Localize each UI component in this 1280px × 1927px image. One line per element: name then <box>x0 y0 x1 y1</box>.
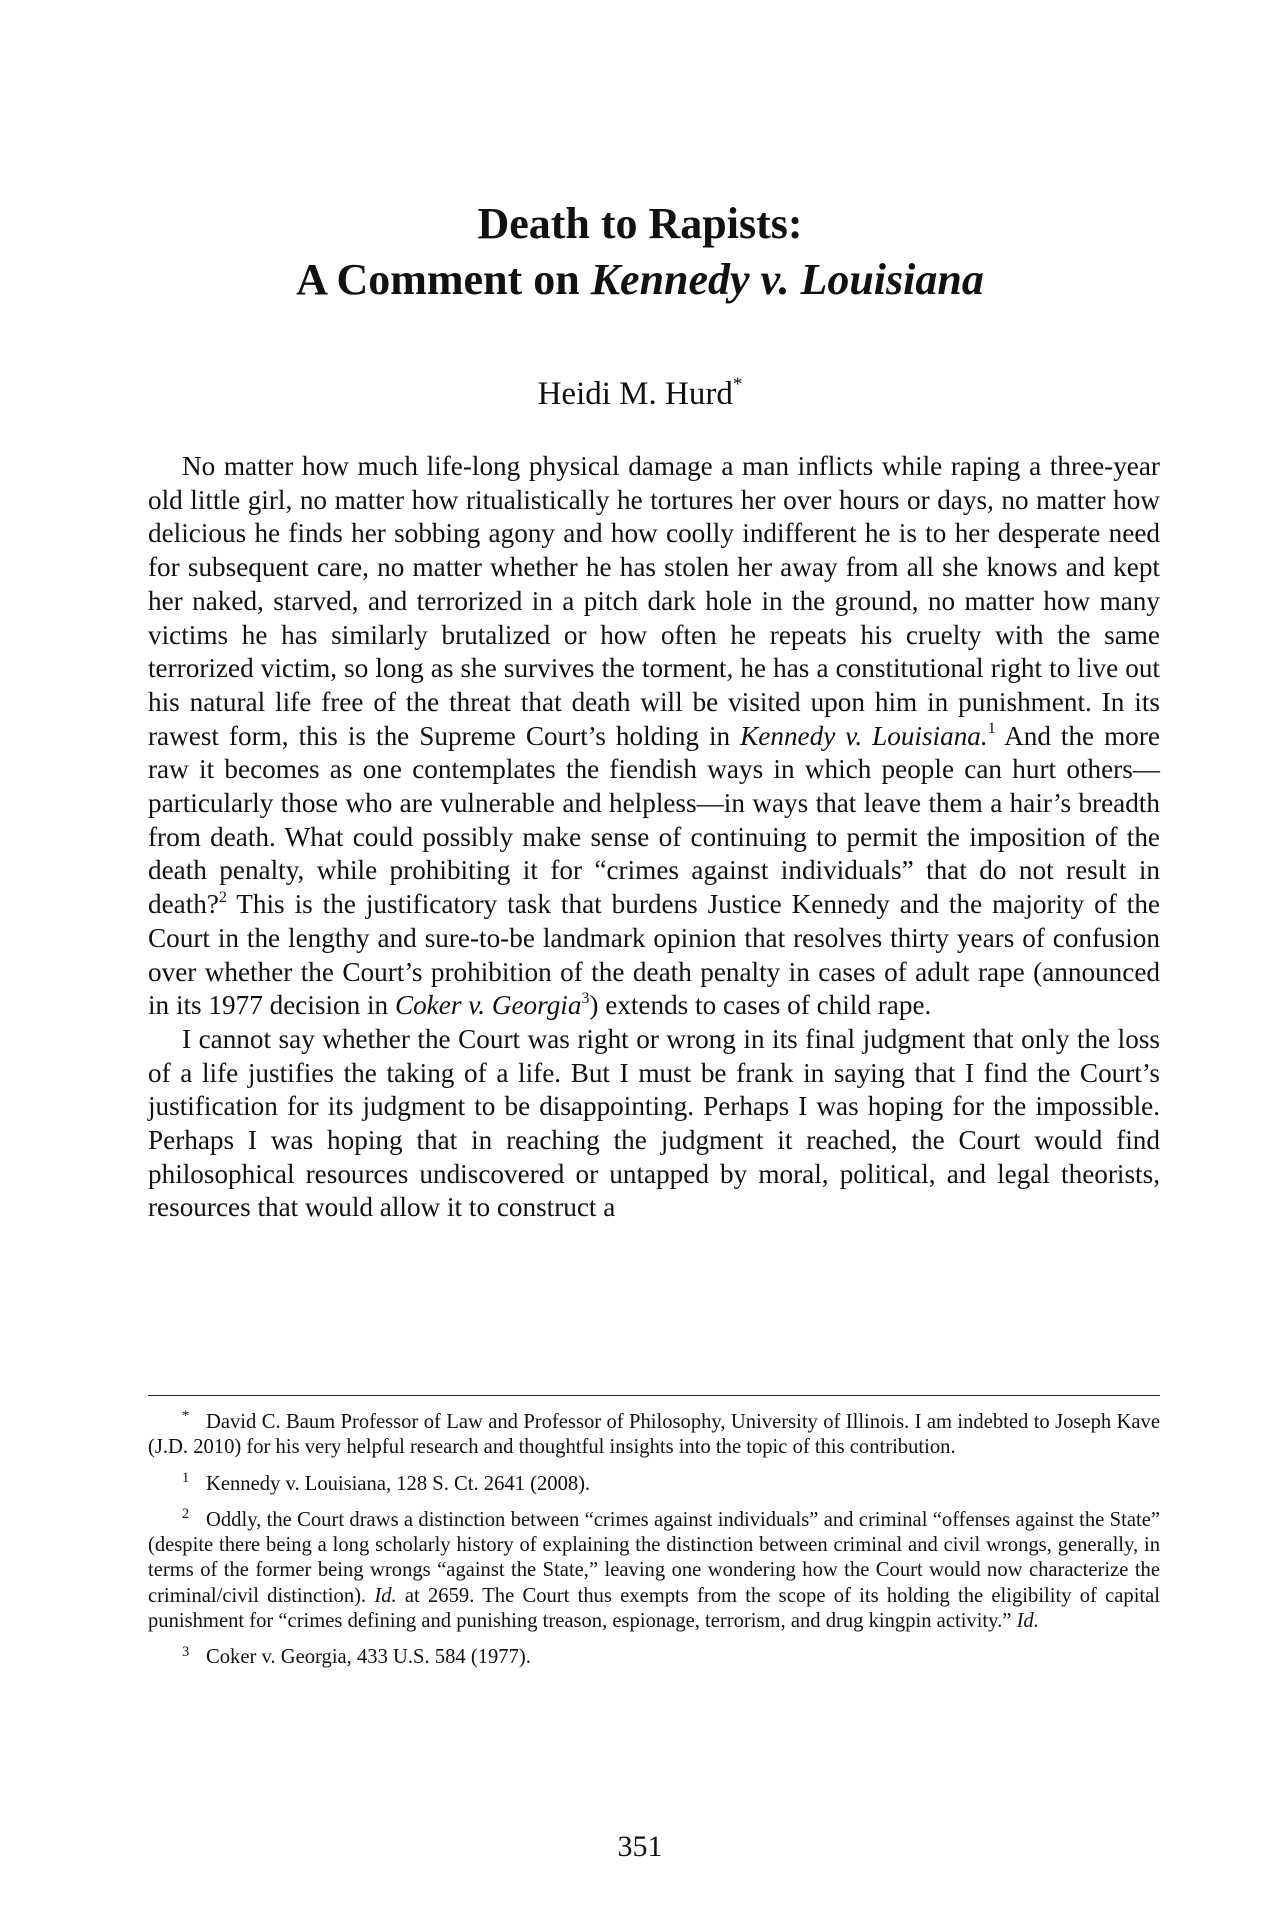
p1-text-b: And the more raw it becomes as one contemplates the fiendish ways in which people can hurt others—particularly those who are vulnerable and helpless—in ways that leave them a hair’s breadth from death. What could possibly make sense of continuing to permit the imposition of the death penalty, while prohibiting it for “crimes against individuals” that do not result in death? <box>148 720 1160 920</box>
footnote-3: 3 Coker v. Georgia, 433 U.S. 584 (1977). <box>182 1643 531 1669</box>
footnote-author-text: David C. Baum Professor of Law and Professor of Philosophy, University of Illinois. I am indebted to Joseph Kave (J.D. 2010) for his very helpful research and thoughtful insights into the topic of this contribution. <box>148 1411 1160 1459</box>
article-title <box>0 196 1280 308</box>
footnote-1-text: Kennedy v. Louisiana, 128 S. Ct. 2641 (2008). <box>206 1472 591 1495</box>
footnotes <box>148 1410 1160 1682</box>
footnote-2-text-b: at 2659. The Court thus exempts from the scope of its holding the eligibility of capital punishment for “crimes defining and punishing treason, espionage, terrorism, and drug kingpin activity.” <box>148 1584 1161 1633</box>
body-paragraph-2: I cannot say whether the Court was right or wrong in its final judgment that only the loss of a life justifies the taking of a life. But I must be frank in saying that I find the Court’s justification for its judgment to be disappointing. Perhaps I was hoping for the impossible. Perhaps I was hoping that in reaching the judgment it reached, the Court would find philosophical resources undiscovered or untapped by moral, political, and legal theorists, resources that would allow it to construct a <box>148 1023 1160 1223</box>
footnote-author: * David C. Baum Professor of Law and Professor of Philosophy, University of Illinois. I am indebted to Joseph Kave (J.D. 2010) for his very helpful research and thoughtful insights into the topic of this contribution. <box>148 1408 1160 1459</box>
body-paragraph-1 <box>148 450 1160 1023</box>
footnote-2-text-a: Oddly, the Court draws a distinction between “crimes against individuals” and criminal “offenses against the State” (despite there being a long scholarly history of explaining the distinction between criminal and civil wrongs, generally, in terms of the former being wrongs “against the State,” leaving one wondering how the Court would now characterize the criminal/civil distinction). <box>148 1508 1160 1607</box>
footnote-divider <box>148 1395 1160 1396</box>
title-line-1: Death to Rapists: <box>477 199 803 248</box>
author-name: Heidi M. Hurd <box>537 376 733 412</box>
p1-case-coker: Coker v. Georgia <box>394 990 582 1021</box>
footnote-2-id-1: Id. <box>374 1584 397 1607</box>
p1-case-kennedy: Kennedy v. Louisiana. <box>740 720 988 751</box>
p1-text-c: This is the justificatory task that burdens Justice Kennedy and the majority of the Court in the lengthy and sure-to-be landmark opinion that resolves thirty years of confusion over whether the Court’s prohibition of the death penalty in cases of adult rape (announced in its 1977 decision in <box>148 889 1160 1021</box>
footnote-3-text: Coker v. Georgia, 433 U.S. 584 (1977). <box>206 1646 531 1669</box>
p1-text-d: ) extends to cases of child rape. <box>589 990 932 1021</box>
p1-text-a: No matter how much life-long physical damage a man inflicts while raping a three-year old little girl, no matter how ritualistically he tortures her over hours or days, no matter how delicious he finds her sobbing agony and how coolly indifferent he is to her desperate need for subsequent care, no matter whether he has stolen her away from all she knows and kept her naked, starved, and terrorized in a pitch dark hole in the ground, no matter how many victims he has similarly brutalized or how often he repeats his cruelty with the same terrorized victim, so long as she survives the torment, he has a constitutional right to live out his natural life free of the threat that death will be visited upon him in punishment. In its rawest form, this is the Supreme Court’s holding in <box>148 451 1160 751</box>
footnote-ref-3: 3 <box>581 989 590 1007</box>
page-number: 351 <box>617 1830 663 1863</box>
article-body <box>148 450 1160 1225</box>
title-prefix: A Comment on <box>296 255 591 304</box>
footnote-ref-1: 1 <box>987 720 996 737</box>
footnote-ref-2: 2 <box>218 888 227 906</box>
footnote-1: 1 Kennedy v. Louisiana, 128 S. Ct. 2641 (2008). <box>182 1469 591 1495</box>
title-line-2 <box>0 252 1280 308</box>
author-byline <box>0 374 1280 414</box>
author-footnote-mark: * <box>732 374 743 396</box>
footnote-2-id-2: Id. <box>1016 1610 1039 1633</box>
title-case-name: Kennedy v. Louisiana <box>590 255 984 304</box>
footnote-2: 2 Oddly, the Court draws a distinction between “crimes against individuals” and criminal “offenses against the State” (despite there being a long scholarly history of explaining the distinction between criminal and civil wrongs, generally, in terms of the former being wrongs “against the State,” leaving one wondering how the Court would now characterize the criminal/civil distinction). Id. at 2659. The Court thus exempts from the scope of its holding the eligibility of capital punishment for “crimes defining and punishing treason, espionage, terrorism, and drug kingpin activity.” Id. <box>148 1506 1161 1633</box>
